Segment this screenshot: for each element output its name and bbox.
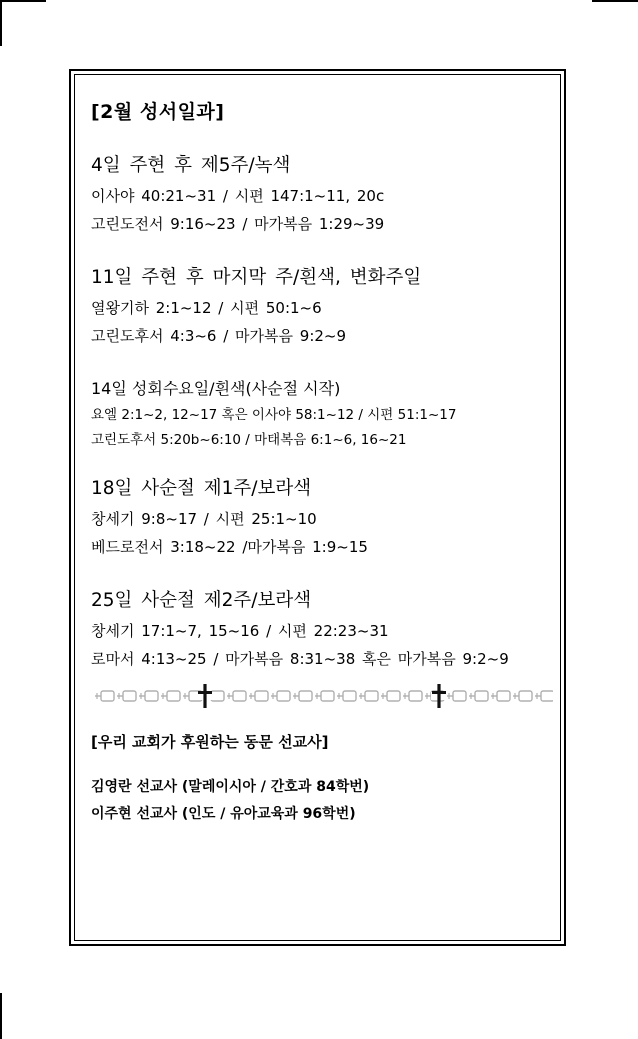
bulletin-inner-border <box>74 74 561 941</box>
missionary-item: 김영란 선교사 (말레이시아 / 간호과 84학번) <box>91 779 370 795</box>
entry-reading: 요엘 2:1~2, 12~17 혹은 이사야 58:1~12 / 시편 51:1~17 <box>91 407 457 423</box>
entry-heading: 25일 사순절 제2주/보라색 <box>91 590 312 611</box>
entry-reading: 고린도전서 9:16~23 / 마가복음 1:29~39 <box>91 215 385 233</box>
entry-reading: 창세기 17:1~7, 15~16 / 시편 22:23~31 <box>91 622 389 640</box>
missionary-item: 이주현 선교사 (인도 / 유아교육과 96학번) <box>91 806 356 822</box>
page-title: [2월 성서일과] <box>91 101 225 123</box>
entry-reading: 창세기 9:8~17 / 시편 25:1~10 <box>91 510 317 528</box>
lectionary-entry <box>91 266 550 346</box>
crop-mark-top-right <box>592 0 638 2</box>
entry-reading: 고린도후서 4:3~6 / 마가복음 9:2~9 <box>91 327 347 345</box>
entry-reading: 베드로전서 3:18~22 /마가복음 1:9~15 <box>91 538 368 556</box>
lectionary-entry <box>91 378 550 449</box>
bulletin-content <box>91 97 550 832</box>
bulletin-frame <box>69 69 566 946</box>
entry-heading: 14일 성회수요일/흰색(사순절 시작) <box>91 379 341 398</box>
lectionary-entry <box>91 589 550 669</box>
crop-mark-top-left <box>0 0 2 46</box>
entry-reading: 로마서 4:13~25 / 마가복음 8:31~38 혹은 마가복음 9:2~9 <box>91 650 509 668</box>
entry-heading: 18일 사순절 제1주/보라색 <box>91 478 312 499</box>
mission-title: [우리 교회가 후원하는 동문 선교사] <box>91 733 329 751</box>
lectionary-entry <box>91 154 550 234</box>
crop-mark-top-left-h <box>0 0 46 2</box>
entry-reading: 고린도후서 5:20b~6:10 / 마태복음 6:1~6, 16~21 <box>91 432 407 448</box>
cross-chain-border-icon <box>91 683 550 709</box>
divider-svg <box>91 683 553 709</box>
entry-reading: 열왕기하 2:1~12 / 시편 50:1~6 <box>91 299 322 317</box>
entry-heading: 11일 주현 후 마지막 주/흰색, 변화주일 <box>91 267 422 288</box>
entry-reading: 이사야 40:21~31 / 시편 147:1~11, 20c <box>91 187 385 205</box>
lectionary-entry <box>91 477 550 557</box>
entry-heading: 4일 주현 후 제5주/녹색 <box>91 155 291 176</box>
crop-mark-bottom-left <box>0 993 2 1039</box>
